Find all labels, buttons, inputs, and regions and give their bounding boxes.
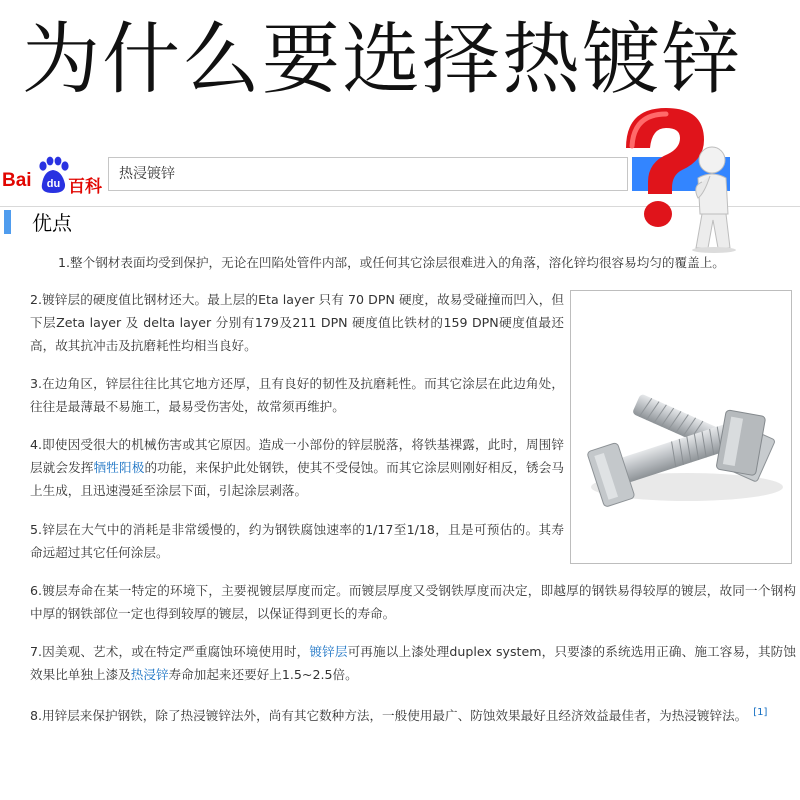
baidu-paw-icon <box>36 156 70 196</box>
baidu-baike-logo[interactable] <box>2 156 106 200</box>
paragraph-2: 2.镀锌层的硬度值比钢材还大。最上层的Eta layer 只有 70 DPN 硬度，故易受碰撞而凹入，但下层Zeta layer 及 delta layer 分别有179及211 DPN 硬度值比铁材的159 DPN硬度值最还高，故其抗冲击及抗磨耗性均相当良好。 <box>30 292 564 353</box>
logo-du-text: du <box>46 178 61 190</box>
paragraph-4: 4.即使因受很大的机械伤害或其它原因。造成一小部份的锌层脱落，将铁基裸露，此时，周围锌层就会发挥牺牲阳极的功能，来保护此处钢铁，使其不受侵蚀。而其它涂层则刚好相反，锈会马上生成，且迅速漫延至涂层下面，引起涂层剥落。 <box>30 437 565 498</box>
question-mark-person-icon <box>618 102 748 254</box>
paragraph-8: 8.用锌层来保护钢铁，除了热浸镀锌法外，尚有其它数种方法，一般使用最广、防蚀效果最好且经济效益最佳者，为热浸镀锌法。 [1] <box>30 707 768 724</box>
section-marker <box>4 210 11 234</box>
search-input[interactable]: 热浸镀锌 <box>108 157 628 191</box>
paragraph-1: 1.整个钢材表面均受到保护，无论在凹陷处管件内部，或任何其它涂层很难进入的角落，溶化锌均很容易均匀的覆盖上。 <box>58 255 725 270</box>
bolt-photo-frame <box>570 290 792 564</box>
headline: 为什么要选择热镀锌 <box>22 15 743 105</box>
section-title: 优点 <box>32 211 72 235</box>
paragraph-3: 3.在边角区，锌层往往比其它地方还厚，且有良好的韧性及抗磨耗性。而其它涂层在此边角处，往往是最薄最不易施工，最易受伤害处，故常须再维护。 <box>30 376 564 414</box>
galvanized-bolts-image <box>571 291 793 565</box>
logo-baike-text: 百科 <box>68 177 102 196</box>
paragraph-6: 6.镀层寿命在某一特定的环境下，主要视镀层厚度而定。而镀层厚度又受钢铁厚度而决定，即越厚的钢铁易得较厚的镀层，故同一个钢构中厚的钢铁部位一定也得到较厚的镀层，以保证得到更长的寿命。 <box>30 583 796 621</box>
paragraph-7: 7.因美观、艺术，或在特定严重腐蚀环境使用时，镀锌层可再施以上漆处理duplex system，只要漆的系统选用正确、施工容易，其防蚀效果比单独上漆及热浸锌寿命加起来还要好上1.5~2.5倍。 <box>30 644 797 682</box>
logo-bai-text: Bai <box>2 170 32 191</box>
link-galvanized-layer[interactable]: 镀锌层 <box>309 644 348 659</box>
citation-link[interactable]: [1] <box>753 707 768 718</box>
link-sacrificial-anode[interactable]: 牺牲阳极 <box>93 460 145 475</box>
paragraph-5: 5.锌层在大气中的消耗是非常缓慢的，约为钢铁腐蚀速率的1/17至1/18，且是可预估的。其寿命远超过其它任何涂层。 <box>30 522 564 560</box>
link-hot-dip-zinc[interactable]: 热浸锌 <box>130 667 169 682</box>
